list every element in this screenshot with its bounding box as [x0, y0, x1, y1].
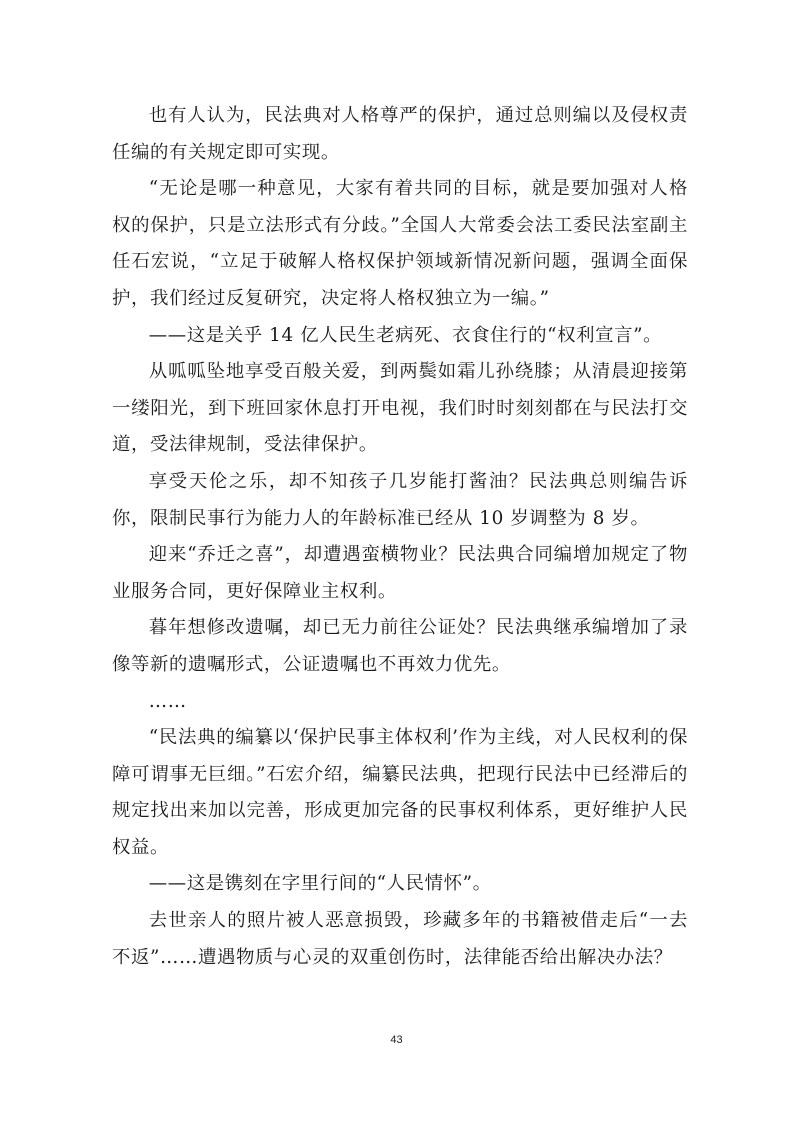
paragraph-5: 享受天伦之乐，却不知孩子几岁能打酱油？民法典总则编告诉你，限制民事行为能力人的年龄标准已经从 10 岁调整为 8 岁。 [112, 470, 688, 529]
paragraph-8: “民法典的编纂以‘保护民事主体权利’作为主线，对人民权利的保障可谓事无巨细。”石宏介绍，编纂民法典，把现行民法中已经滞后的规定找出来加以完善，形成更加完备的民事权利体系，更好维护人民权益。 [112, 727, 688, 858]
paragraph-3: ——这是关乎 14 亿人民生老病死、衣食住行的“权利宣言”。 [148, 324, 663, 346]
paragraph-6: 迎来“乔迁之喜”，却遭遇蛮横物业？民法典合同编增加规定了物业服务合同，更好保障业主权利。 [112, 544, 688, 602]
paragraph-9: ——这是镌刻在字里行间的“人民情怀”。 [148, 873, 492, 895]
paragraph-10: 去世亲人的照片被人恶意损毁，珍藏多年的书籍被借走后“一去不返”……遭遇物质与心灵的双重创伤时，法律能否给出解决办法？ [112, 910, 688, 968]
paragraph-2: “无论是哪一种意见，大家有着共同的目标，就是要加强对人格权的保护，只是立法形式有分歧。”全国人大常委会法工委民法室副主任石宏说，“立足于破解人格权保护领域新情况新问题，强调全面保护，我们经过反复研究，决定将人格权独立为一编。” [112, 178, 688, 309]
body-text [112, 98, 688, 976]
paragraph-7: 暮年想修改遗嘱，却已无力前往公证处？民法典继承编增加了录像等新的遗嘱形式，公证遗嘱也不再效力优先。 [112, 617, 688, 675]
ellipsis-line: …… [148, 690, 187, 712]
paragraph-1: 也有人认为，民法典对人格尊严的保护，通过总则编以及侵权责任编的有关规定即可实现。 [112, 105, 688, 163]
paragraph-4: 从呱呱坠地享受百般关爱，到两鬓如霜儿孙绕膝；从清晨迎接第一缕阳光，到下班回家休息打开电视，我们时时刻刻都在与民法打交道，受法律规制，受法律保护。 [112, 361, 688, 456]
page-number: 43 [390, 1034, 403, 1046]
